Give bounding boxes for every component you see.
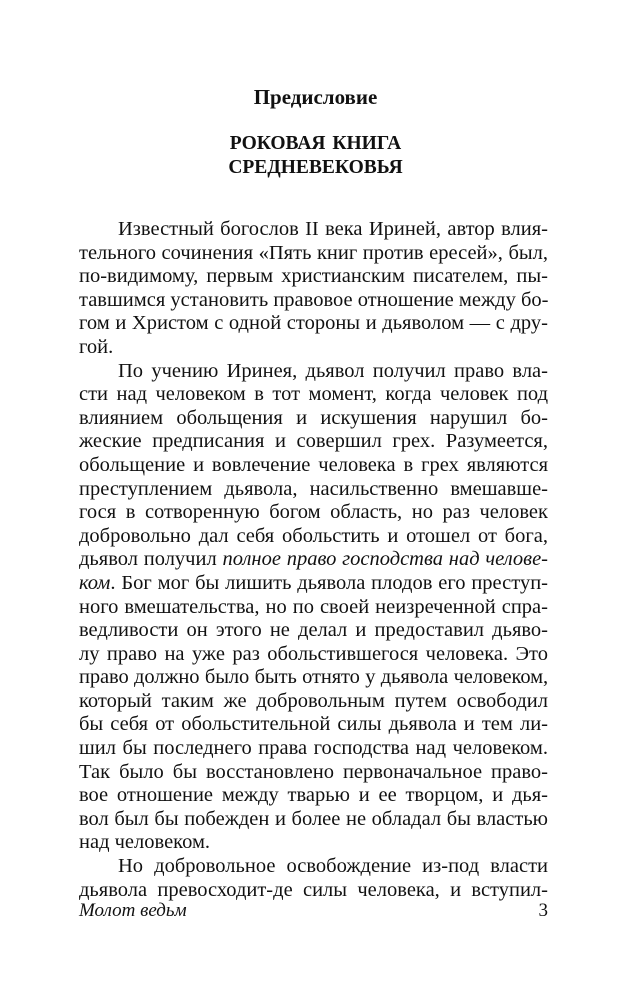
text-line: Так было бы восстановлено первоначальное право- (79, 760, 548, 783)
italic-emphasis: полное право господства над челове- (222, 548, 548, 571)
text-line: ведливости он этого не делал и предоставил дьяво- (79, 619, 548, 642)
text-line: тельного сочинения «Пять книг против ересей», был, (79, 241, 548, 264)
text-line: вол был бы побежден и более не обладал бы властью (79, 807, 548, 830)
text-line: вое отношение между тварью и ее творцом, и дья- (79, 784, 548, 807)
text-line: по-видимому, первым христианским писателем, пы- (79, 265, 548, 288)
text-line: гом и Христом с одной стороны и дьяволом — с дру- (79, 312, 548, 335)
text-line: над человеком. (79, 831, 211, 854)
text-line: добровольно дал себя обольстить и отошел от бога, (79, 524, 548, 547)
text-line: жеские предписания и совершил грех. Разумеется, (79, 430, 548, 453)
page-heading: Предисловие (253, 85, 378, 109)
text-segment: . Бог мог бы лишить дьявола плодов его преступ- (110, 571, 548, 594)
text-line: Но добровольное освобождение из-под власти (118, 855, 548, 878)
chapter-title-line-1: РОКОВАЯ КНИГА (229, 133, 402, 154)
text-line: право должно было быть отнято у дьявола человеком, (79, 666, 548, 689)
text-line: дьявола превосходит-де силы человека, и вступил- (79, 878, 548, 901)
text-line: гой. (79, 335, 114, 358)
running-footer-title: Молот ведьм (79, 900, 187, 921)
text-line: влиянием обольщения и искушения нарушил бо- (79, 406, 548, 429)
body-text (79, 218, 548, 902)
text-line: ного вмешательства, но по своей неизреченной спра- (79, 595, 548, 618)
text-line-with-italic (79, 548, 548, 572)
chapter-title (0, 132, 631, 180)
text-line: шил бы последнего права господства над человеком. (79, 737, 548, 760)
text-line: тавшимся установить правовое отношение между бо- (79, 288, 549, 311)
text-line: преступлением дьявола, насильственно вмешавше- (79, 477, 548, 500)
text-line: сти над человеком в тот момент, когда человек под (79, 383, 548, 406)
text-line: лу право на уже раз обольстившегося человека. Это (79, 642, 548, 665)
text-line: обольщение и вовлечение человека в грех являются (79, 453, 548, 476)
text-line-with-italic (79, 572, 548, 596)
text-line: гося в сотворенную богом область, но раз человек (79, 501, 548, 524)
italic-emphasis: ком (79, 571, 111, 594)
text-line: который таким же добровольным путем освободил (79, 689, 548, 712)
text-segment: дьявол получил (79, 548, 223, 571)
page-number: 3 (538, 900, 548, 921)
chapter-title-line-2: СРЕДНЕВЕКОВЬЯ (228, 157, 403, 178)
text-line: Известный богослов II века Ириней, автор влия- (118, 218, 548, 240)
text-line: бы себя от обольстительной силы дьявола и тем ли- (79, 713, 548, 736)
text-line: По учению Иринея, дьявол получил право вла- (118, 359, 548, 382)
